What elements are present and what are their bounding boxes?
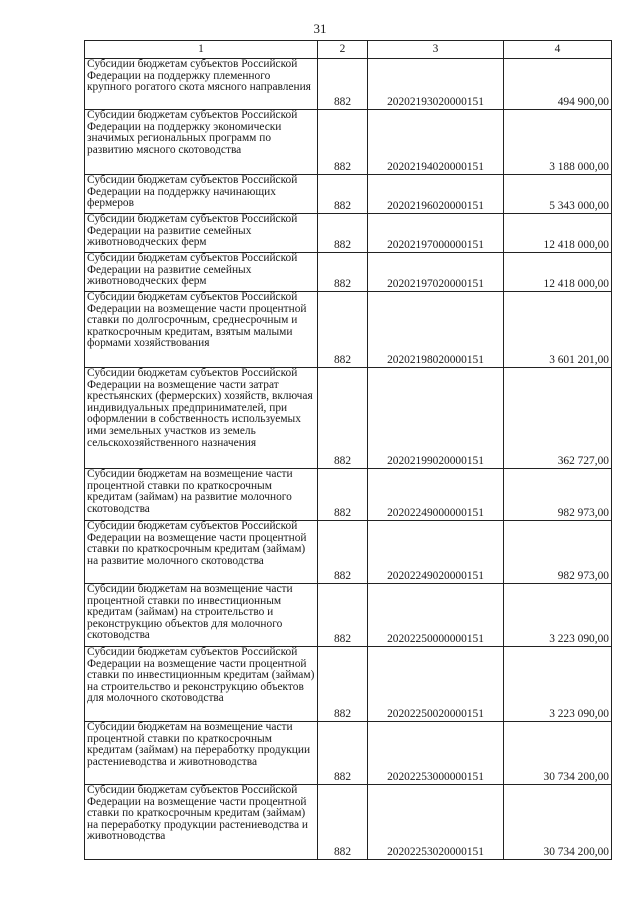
row-code: 882 <box>318 110 368 175</box>
row-kbk: 20202249020000151 <box>368 521 504 584</box>
table-row <box>85 214 612 253</box>
row-code: 882 <box>318 469 368 521</box>
row-kbk: 20202253000000151 <box>368 722 504 785</box>
table-row <box>85 584 612 647</box>
row-kbk: 20202198020000151 <box>368 292 504 368</box>
row-kbk: 20202199020000151 <box>368 368 504 469</box>
row-kbk: 20202196020000151 <box>368 175 504 214</box>
table-row <box>85 292 612 368</box>
row-name: Субсидии бюджетам субъектов Российской Федерации на возмещение части процентной ставки по краткосрочным кредитам (займам) на переработку продукции растениеводства и животноводства <box>85 785 318 860</box>
table-row <box>85 469 612 521</box>
row-amount: 494 900,00 <box>504 59 612 110</box>
row-kbk: 20202250020000151 <box>368 647 504 722</box>
header-col-4: 4 <box>504 41 612 59</box>
table-row <box>85 647 612 722</box>
row-code: 882 <box>318 521 368 584</box>
row-amount: 982 973,00 <box>504 469 612 521</box>
row-code: 882 <box>318 59 368 110</box>
row-kbk: 20202249000000151 <box>368 469 504 521</box>
row-code: 882 <box>318 214 368 253</box>
row-amount: 3 188 000,00 <box>504 110 612 175</box>
header-col-1: 1 <box>85 41 318 59</box>
table-row <box>85 110 612 175</box>
table-row <box>85 521 612 584</box>
row-name: Субсидии бюджетам субъектов Российской Федерации на поддержку экономически значимых региональных программ по развитию мясного скотоводства <box>85 110 318 175</box>
row-kbk: 20202250000000151 <box>368 584 504 647</box>
row-kbk: 20202197000000151 <box>368 214 504 253</box>
row-name: Субсидии бюджетам субъектов Российской Федерации на возмещение части процентной ставки по инвестиционным кредитам (займам) на строительство и реконструкцию объектов для молочного скотоводства <box>85 647 318 722</box>
row-code: 882 <box>318 175 368 214</box>
table-row <box>85 368 612 469</box>
table-row <box>85 59 612 110</box>
row-amount: 362 727,00 <box>504 368 612 469</box>
row-amount: 12 418 000,00 <box>504 214 612 253</box>
row-name: Субсидии бюджетам субъектов Российской Федерации на поддержку начинающих фермеров <box>85 175 318 214</box>
row-amount: 5 343 000,00 <box>504 175 612 214</box>
header-col-2: 2 <box>318 41 368 59</box>
table-row <box>85 785 612 860</box>
row-name: Субсидии бюджетам на возмещение части процентной ставки по краткосрочным кредитам (займам) на переработку продукции растениеводства и животноводства <box>85 722 318 785</box>
row-amount: 30 734 200,00 <box>504 785 612 860</box>
row-amount: 3 223 090,00 <box>504 584 612 647</box>
page-number: 31 <box>313 21 327 36</box>
row-kbk: 20202197020000151 <box>368 253 504 292</box>
row-amount: 30 734 200,00 <box>504 722 612 785</box>
row-code: 882 <box>318 785 368 860</box>
row-amount: 982 973,00 <box>504 521 612 584</box>
row-code: 882 <box>318 368 368 469</box>
row-code: 882 <box>318 292 368 368</box>
row-code: 882 <box>318 722 368 785</box>
row-name: Субсидии бюджетам субъектов Российской Федерации на поддержку племенного крупного рогатого скота мясного направления <box>85 59 318 110</box>
row-amount: 3 223 090,00 <box>504 647 612 722</box>
row-kbk: 20202253020000151 <box>368 785 504 860</box>
table-row <box>85 253 612 292</box>
row-code: 882 <box>318 584 368 647</box>
row-name: Субсидии бюджетам на возмещение части процентной ставки по инвестиционным кредитам (займам) на строительство и реконструкцию объектов для молочного скотоводства <box>85 584 318 647</box>
table-row <box>85 175 612 214</box>
row-name: Субсидии бюджетам на возмещение части процентной ставки по краткосрочным кредитам (займам) на развитие молочного скотоводства <box>85 469 318 521</box>
header-row <box>85 41 612 59</box>
row-code: 882 <box>318 253 368 292</box>
budget-table <box>84 40 612 860</box>
row-name: Субсидии бюджетам субъектов Российской Федерации на возмещение части процентной ставки по долгосрочным, среднесрочным и краткосрочным кредитам, взятым малыми формами хозяйствования <box>85 292 318 368</box>
row-kbk: 20202194020000151 <box>368 110 504 175</box>
row-kbk: 20202193020000151 <box>368 59 504 110</box>
row-amount: 12 418 000,00 <box>504 253 612 292</box>
row-amount: 3 601 201,00 <box>504 292 612 368</box>
row-name: Субсидии бюджетам субъектов Российской Федерации на развитие семейных животноводческих ферм <box>85 253 318 292</box>
row-code: 882 <box>318 647 368 722</box>
header-col-3: 3 <box>368 41 504 59</box>
table-row <box>85 722 612 785</box>
row-name: Субсидии бюджетам субъектов Российской Федерации на возмещение части затрат крестьянских (фермерских) хозяйств, включая индивидуальных предпринимателей, при оформлении в собственность используемых ими земельных участков из земель сельскохозяйственного назначения <box>85 368 318 469</box>
row-name: Субсидии бюджетам субъектов Российской Федерации на развитие семейных животноводческих ферм <box>85 214 318 253</box>
row-name: Субсидии бюджетам субъектов Российской Федерации на возмещение части процентной ставки по краткосрочным кредитам (займам) на развитие молочного скотоводства <box>85 521 318 584</box>
